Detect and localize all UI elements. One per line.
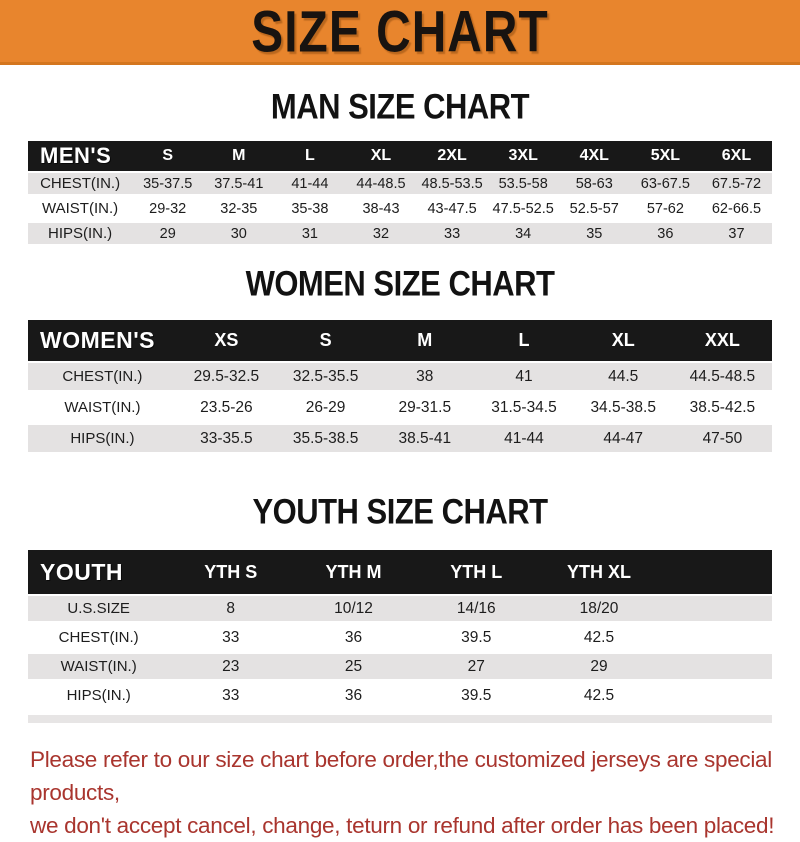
cell-value: 41 xyxy=(515,367,533,385)
column-header: XL xyxy=(370,147,392,164)
row-label: CHEST(IN.) xyxy=(58,629,139,646)
cell-value: 44.5 xyxy=(608,367,639,385)
section-title-women xyxy=(0,246,800,320)
cell-value: 52.5-57 xyxy=(569,200,619,217)
column-header: L xyxy=(518,330,530,350)
table-header-row xyxy=(28,141,772,171)
table-row xyxy=(28,221,772,246)
cell-value: 38 xyxy=(416,367,434,385)
row-label: WAIST(IN.) xyxy=(42,200,119,217)
cell-value: 29 xyxy=(590,657,608,675)
cell-value: 32 xyxy=(372,225,390,242)
cell-value: 10/12 xyxy=(334,599,373,617)
cell-value: 39.5 xyxy=(461,628,492,646)
row-label: WAIST(IN.) xyxy=(60,658,137,675)
section-title-text: WOMEN SIZE CHART xyxy=(245,263,555,304)
section-title-text: YOUTH SIZE CHART xyxy=(252,491,548,532)
column-header: M xyxy=(417,330,433,350)
cell-value: 39.5 xyxy=(461,686,492,704)
cell-value: 25 xyxy=(344,657,363,675)
table-row xyxy=(28,196,772,221)
cell-value: 31 xyxy=(301,225,318,242)
column-header: 2XL xyxy=(437,147,467,164)
cell-value: 32-35 xyxy=(220,200,258,217)
section-title-men xyxy=(0,65,800,141)
cell-value: 58-63 xyxy=(575,175,613,192)
column-header: YTH XL xyxy=(566,561,631,582)
notice-line-1: Please refer to our size chart before order,the customized jerseys are special products, xyxy=(30,747,772,805)
cell-value: 26-29 xyxy=(305,398,346,416)
cell-value: 35.5-38.5 xyxy=(292,429,359,447)
cell-value: 29.5-32.5 xyxy=(193,367,260,385)
table-header-label: WOMEN'S xyxy=(40,327,156,353)
cell-value: 36 xyxy=(344,686,363,704)
row-label: HIPS(IN.) xyxy=(70,430,135,447)
cell-value: 38.5-41 xyxy=(398,429,452,447)
cell-value: 38.5-42.5 xyxy=(689,398,756,416)
cell-value: 37 xyxy=(728,225,745,242)
table-row xyxy=(28,392,772,423)
column-header: L xyxy=(305,147,315,164)
cell-value: 53.5-58 xyxy=(498,175,548,192)
cell-value: 43-47.5 xyxy=(427,200,477,217)
cell-value: 33 xyxy=(222,628,240,646)
cell-value: 44-47 xyxy=(603,429,644,447)
cell-value: 34.5-38.5 xyxy=(590,398,656,416)
section-men xyxy=(0,65,800,246)
cell-value: 33 xyxy=(222,686,240,704)
row-label: HIPS(IN.) xyxy=(47,225,113,242)
cell-value: 30 xyxy=(230,225,247,242)
table-header-row xyxy=(28,320,772,361)
table-header-label: MEN'S xyxy=(40,143,112,168)
cell-value: 8 xyxy=(226,599,236,617)
cell-value: 31.5-34.5 xyxy=(491,398,557,416)
column-header: YTH M xyxy=(325,561,382,582)
cell-value: 35 xyxy=(586,225,603,242)
table-row xyxy=(28,623,772,652)
cell-value: 27 xyxy=(467,657,485,675)
cell-value: 23.5-26 xyxy=(200,398,253,416)
cell-value: 23 xyxy=(222,657,240,675)
row-label: WAIST(IN.) xyxy=(64,399,141,416)
table-row xyxy=(28,423,772,454)
notice-line-2: we don't accept cancel, change, teturn or refund after order has been placed! xyxy=(30,813,775,838)
cell-value: 29-32 xyxy=(149,200,187,217)
column-header: S xyxy=(162,147,174,164)
table-row xyxy=(28,361,772,392)
cell-value: 47.5-52.5 xyxy=(492,200,554,217)
cell-value: 44-48.5 xyxy=(356,175,406,192)
cell-value: 48.5-53.5 xyxy=(421,175,483,192)
section-title-text: MAN SIZE CHART xyxy=(270,86,530,127)
column-header: 3XL xyxy=(508,147,538,164)
cell-value: 41-44 xyxy=(504,429,544,447)
cell-value: 35-38 xyxy=(291,200,329,217)
cell-value: 36 xyxy=(344,628,363,646)
cell-value: 36 xyxy=(657,225,674,242)
row-label: CHEST(IN.) xyxy=(62,368,143,385)
column-header: 4XL xyxy=(579,147,609,164)
footer-notice xyxy=(30,743,782,842)
size-table-youth xyxy=(28,550,772,723)
table-header-row xyxy=(28,550,772,594)
cell-value: 37.5-41 xyxy=(214,175,264,192)
banner-title: SIZE CHART xyxy=(251,0,549,65)
table-row xyxy=(28,594,772,623)
cell-value: 14/16 xyxy=(456,599,496,617)
cell-value: 47-50 xyxy=(702,429,743,447)
row-label: U.S.SIZE xyxy=(67,600,130,617)
cell-value: 41-44 xyxy=(291,175,329,192)
cell-value: 29 xyxy=(159,225,176,242)
cell-value: 57-62 xyxy=(646,200,684,217)
section-women xyxy=(0,246,800,454)
column-header: XS xyxy=(214,330,239,350)
row-label: CHEST(IN.) xyxy=(40,175,121,192)
column-header: 5XL xyxy=(650,147,681,164)
section-youth xyxy=(0,454,800,723)
cell-value: 29-31.5 xyxy=(398,398,452,416)
table-row xyxy=(28,171,772,196)
size-table-men xyxy=(28,141,772,246)
sections-container xyxy=(0,65,800,723)
cell-value: 63-67.5 xyxy=(640,175,690,192)
cell-value: 62-66.5 xyxy=(711,200,762,217)
column-header: YTH L xyxy=(450,561,503,582)
cell-value: 34 xyxy=(515,225,532,242)
size-table-women xyxy=(28,320,772,454)
cell-value: 35-37.5 xyxy=(143,175,193,192)
table-row xyxy=(28,681,772,710)
banner xyxy=(0,0,800,65)
table-bottom-strip xyxy=(28,715,772,723)
cell-value: 32.5-35.5 xyxy=(292,367,359,385)
cell-value: 44.5-48.5 xyxy=(689,367,756,385)
cell-value: 38-43 xyxy=(362,200,400,217)
cell-value: 67.5-72 xyxy=(711,175,762,192)
cell-value: 33-35.5 xyxy=(200,429,253,447)
cell-value: 33 xyxy=(444,225,461,242)
column-header: YTH S xyxy=(204,561,258,582)
column-header: M xyxy=(232,147,246,164)
cell-value: 42.5 xyxy=(583,686,615,704)
column-header: XXL xyxy=(704,330,740,350)
table-header-label: YOUTH xyxy=(40,558,123,585)
cell-value: 42.5 xyxy=(583,628,615,646)
cell-value: 18/20 xyxy=(579,599,619,617)
column-header: XL xyxy=(611,330,635,350)
column-header: 6XL xyxy=(721,147,752,164)
row-label: HIPS(IN.) xyxy=(66,687,131,704)
section-title-youth xyxy=(0,454,800,550)
table-row xyxy=(28,652,772,681)
column-header: S xyxy=(319,330,332,350)
